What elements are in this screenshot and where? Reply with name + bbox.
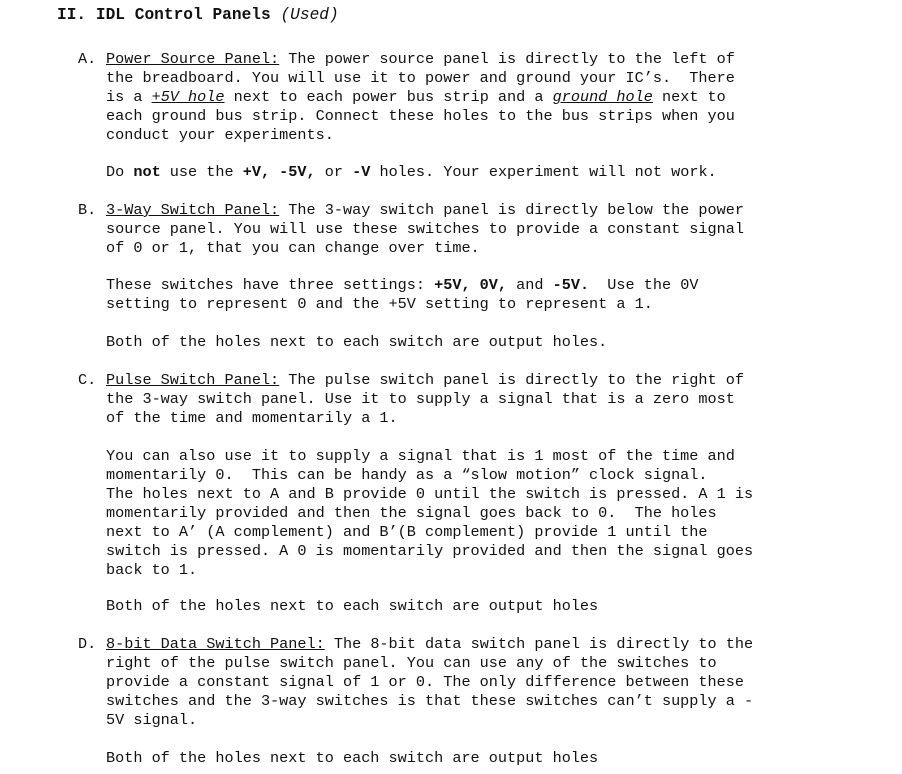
warning-text: use the [160,163,243,181]
section-a-line: is a [106,88,152,106]
section-d-line: right of the pulse switch panel. You can use any of the switches to [106,654,717,672]
section-c-output-note: Both of the holes next to each switch are output holes [106,597,599,615]
section-d-line: switches and the 3-way switches is that these switches can’t supply a - [106,692,754,710]
section-a-line: the breadboard. You will use it to power and ground your IC’s. There [106,69,735,87]
warning-emphasis: not [133,163,161,181]
section-a-line: next to [652,88,726,106]
section-a-title: Power Source Panel: [106,50,280,68]
section-b-line: of 0 or 1, that you can change over time. [106,239,480,257]
section-c-letter: C. [78,371,97,389]
section-c-line: The pulse switch panel is directly to the right of [279,371,744,389]
section-b-paragraph [106,201,826,258]
details-line: switch is pressed. A 0 is momentarily provided and then the signal goes [106,542,754,560]
section-d-letter: D. [78,635,97,653]
details-line: You can also use it to supply a signal that is 1 most of the time and [106,447,735,465]
section-b-letter: B. [78,201,97,219]
section-a-paragraph [106,50,826,145]
section-a-line: conduct your experiments. [106,126,334,144]
section-c-line: the 3-way switch panel. Use it to supply a signal that is a zero most [106,390,735,408]
section-a-line: next to each power bus strip and a [224,88,553,106]
section-b-output-note: Both of the holes next to each switch are output holes. [106,333,608,351]
heading-title: IDL Control Panels [95,6,271,24]
settings-text: and [507,276,553,294]
details-line: back to 1. [106,561,198,579]
section-b-line: source panel. You will use these switches to provide a constant signal [106,220,744,238]
settings-emphasis: +5V, 0V, [434,276,508,294]
warning-text: or [315,163,353,181]
details-line: momentarily 0. This can be handy as a “slow motion” clock signal. [106,466,708,484]
section-c-title: Pulse Switch Panel: [106,371,280,389]
details-line: next to A’ (A complement) and B’(B complement) provide 1 until the [106,523,708,541]
section-a-warning [106,163,826,182]
settings-emphasis: -5V. [552,276,590,294]
section-c-details [106,447,826,580]
heading-note: (Used) [280,6,339,24]
details-line: The holes next to A and B provide 0 until the switch is pressed. A 1 is [106,485,754,503]
section-a-line: each ground bus strip. Connect these holes to the bus strips when you [106,107,735,125]
settings-text: Use the 0V [589,276,699,294]
settings-text: These switches have three settings: [106,276,435,294]
section-d-output-note: Both of the holes next to each switch are output holes [106,749,599,767]
section-b-line: The 3-way switch panel is directly below the power [279,201,744,219]
section-d-paragraph [106,635,826,730]
warning-emphasis: +V, -5V, [242,163,316,181]
section-a-line: The power source panel is directly to the left of [279,50,735,68]
settings-text: setting to represent 0 and the +5V setting to represent a 1. [106,295,653,313]
ground-hole-term: ground hole [552,88,653,106]
warning-emphasis: -V [352,163,371,181]
warning-text: holes. Your experiment will not work. [370,163,717,181]
section-c-paragraph [106,371,826,428]
section-b-title: 3-Way Switch Panel: [106,201,280,219]
plus5v-hole-term: +5V hole [151,88,225,106]
section-b-settings [106,276,826,314]
heading-number: II. [57,6,87,24]
section-heading [57,5,339,25]
warning-text: Do [106,163,134,181]
section-d-title: 8-bit Data Switch Panel: [106,635,325,653]
section-d-line: The 8-bit data switch panel is directly to the [324,635,754,653]
details-line: momentarily provided and then the signal goes back to 0. The holes [106,504,717,522]
section-c-line: of the time and momentarily a 1. [106,409,398,427]
section-d-line: 5V signal. [106,711,198,729]
section-d-line: provide a constant signal of 1 or 0. The only difference between these [106,673,744,691]
section-a-letter: A. [78,50,97,68]
